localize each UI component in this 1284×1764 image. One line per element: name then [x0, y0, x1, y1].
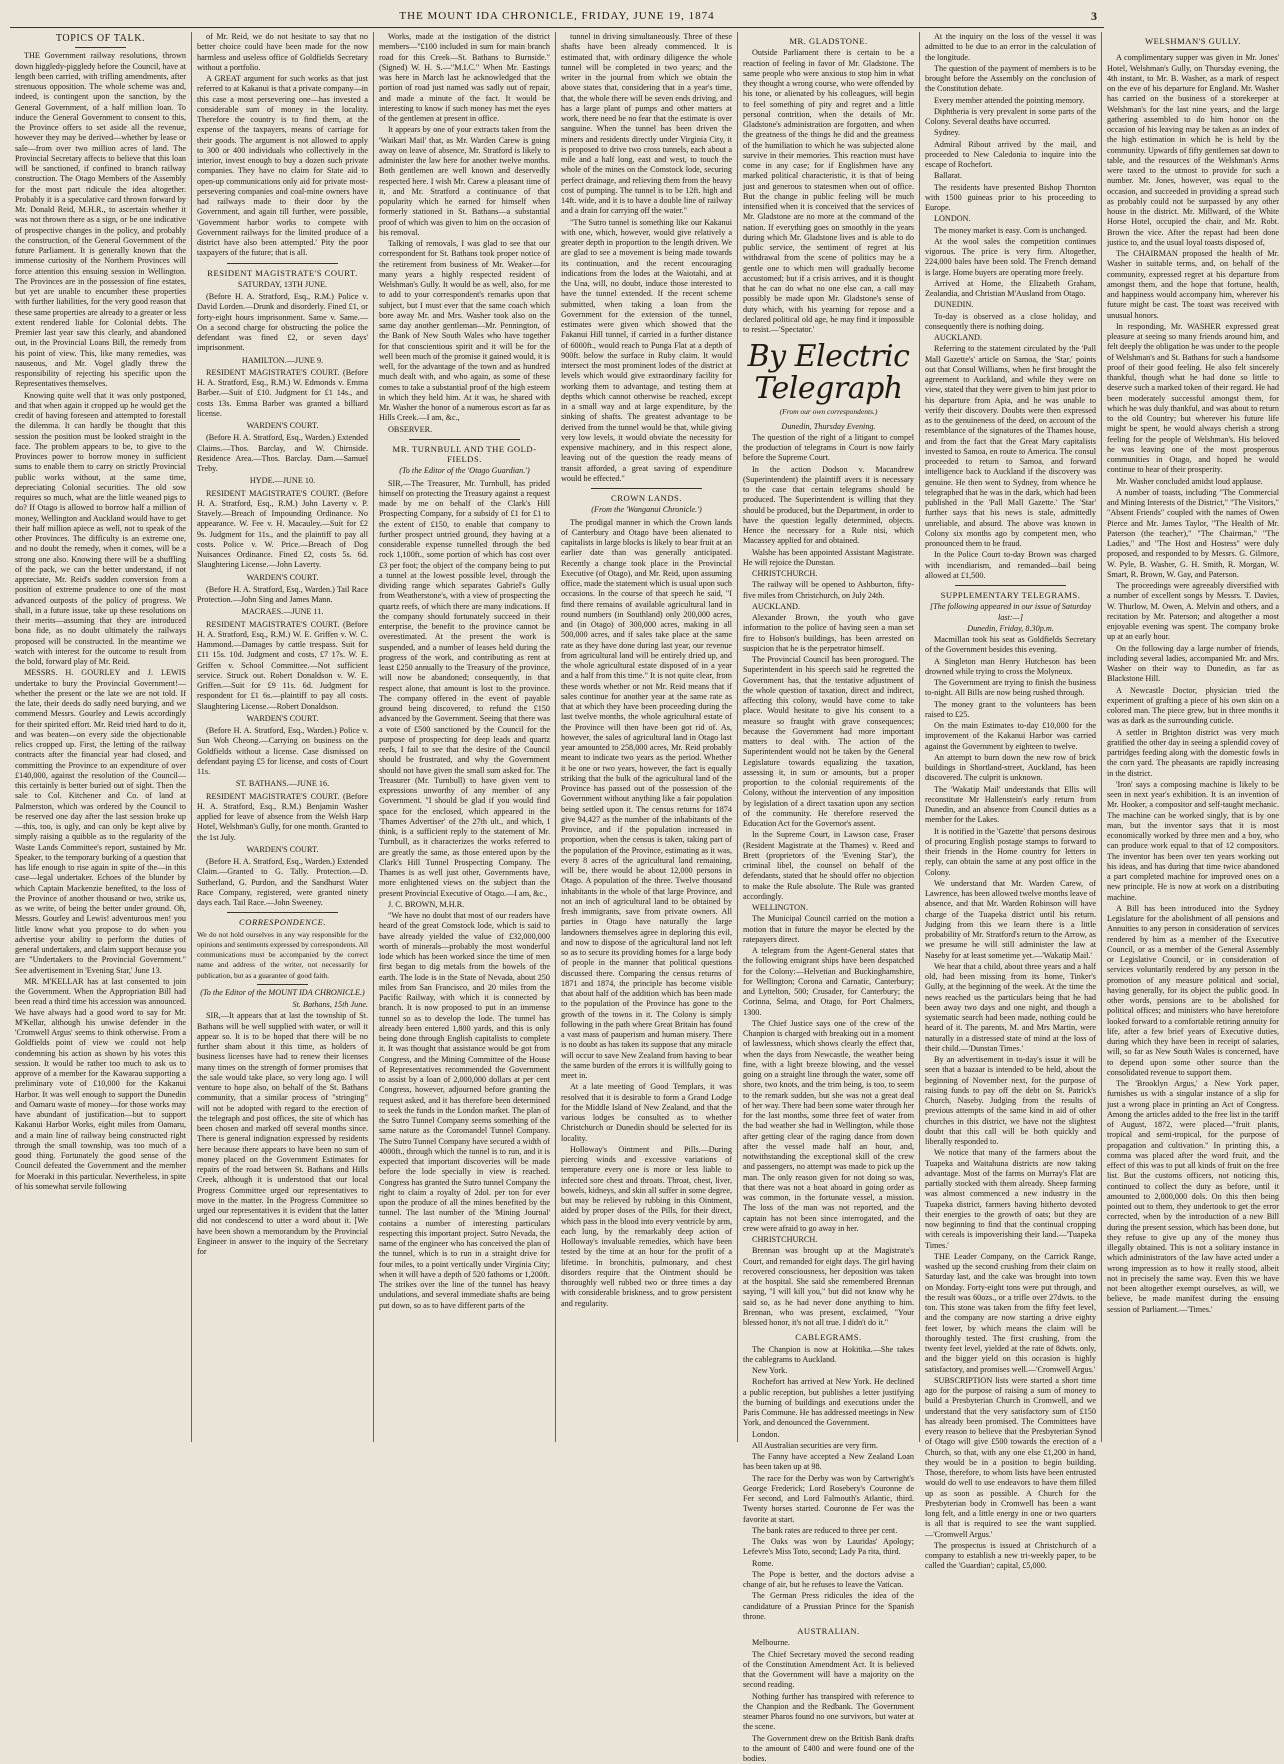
letter-paragraph: Works, made at the instigation of the district members—"£100 included in sum for main branch road for this Creek—St. Bathans to Burnside." (Signed) W. H. S.—"M.I.C." When Mr. Eastings was here in March last he acknowledged that the portion of road just named was sadly out of repair, and made a minute of the fact. It would be interesting to know if such money has met the eyes of the gentlemen at present in office. [379, 32, 550, 124]
topics-body [15, 51, 186, 1192]
telegram-paragraph: On the main Estimates to-day £10,000 for the improvement of the Kakanui Harbor was carried against the Government by eighteen to twelve. [925, 721, 1096, 752]
telegram-paragraph: It is notified in the 'Gazette' that persons desirous of procuring English postage stamps to forward to their friends in the Home country for letters in reply, can obtain the same at any post office in the Colony. [925, 827, 1096, 878]
turnbull-letter [379, 479, 550, 911]
cablegram-paragraph: The Government drew on the British Bank drafts to the amount of £400 and were found one of the bodies. [743, 1734, 914, 1764]
telegraph-body [743, 433, 914, 1329]
telegraph-subhead: (From our own correspondents.) [743, 407, 914, 417]
letter-paragraph: SIR,—The Treasurer, Mr. Turnbull, has prided himself on protecting the Treasury against a request made by me on behalf of the Clark's Hill Prospecting Company, for a subsidy of £1 for £1 to the extent of £150, to enable that company to further prospect untried ground, they having at a considerable expense tunnelled through the bed rock 1,100ft., some portion of which has cost over £3 per foot; the object of the company being to put a tunnel at the lowest possible level, through the dividing range which separates Gabriel's Gully from Weatherstone's, with a view of prospecting the quartz reefs, of which there are many indications. If the company should fortunately succeed in their enterprise, the benefit to the province cannot be overestimated. At the present the work is suspended, and a number of leases held during the progress of the work, and contributing as rent at least £250 annually to the Treasury of the province, will now be abandoned; consequently, in that respect alone, that amount is lost to the province. The company offered in the event of payable ground being discovered, to refund the £150 advanced by the Government. Seeing that there was a vote of £500 sanctioned by the Council for the purpose of prospecting for deep leads and quartz reefs, I fail to see that the desire of the Council should be frustrated, and why the Government should not have given the small sum asked for. The Treasurer (Mr. Turnbull) to have given vent to expressions unworthy of any member of any Government. "I should be glad if you would find space for the enclosed, which appeared in the 'Thames Advertiser' of the 27th ult., and which, I think, is a sufficient reply to the statement of Mr. Turnbull, as it characterizes the works referred to are greatly the same, as those entered upon by the Clark's Hill Tunnel Prospecting Company. The Thames is as well just other, Governments have, more enlightened views on the subject than the present Provincial Executive of Otago.—I am, &c., [379, 479, 550, 899]
telegram-paragraph: Walshe has been appointed Assistant Magistrate. He will rejoice the Dunstan. [743, 548, 914, 569]
extract-continued [561, 32, 732, 484]
telegram-paragraph: Brennan was brought up at the Magistrate's Court, and remanded for eight days. The girl having recovered consciousness, her deposition was taken at the hospital. She said she remembered Brennan saying, "I will kill you," but did not know why he said so, as he had never done anything to him. Brennan, who was present, exclaimed, "Your blessed honor, it's not all true. I didn't do it." [743, 1246, 914, 1328]
divider [257, 984, 308, 985]
telegram-paragraph: SUBSCRIPTION lists were started a short time ago for the purpose of raising a sum of money to build a Presbyterian Church in Cromwell, and we understand that the very satisfactory sum of £150 has already been promised. The Committees have every reason to believe that the Presbyterian Synod of Otago will give £500 towards the erection of a Church, so that, with any one else £1,200 in hand, they would be in a position to begin building. Those, therefore, to whom lists have been entrusted would do well to use endeavors to have them filled up as soon as possible. A Church for the Presbyterian body in Cromwell has been a want long felt, and a little energy in one or two quarters is all that is required to see the want supplied.—'Cromwell Argus.' [925, 1376, 1096, 1540]
telegram-paragraph: LONDON. [925, 214, 1096, 224]
letter-paragraph: J. C. BROWN, M.H.R. [379, 900, 550, 910]
telegram-paragraph: AUCKLAND. [743, 602, 914, 612]
telegraph-dateline: Dunedin, Thursday Evening. [743, 422, 914, 432]
article-paragraph: THE Government railway resolutions, thrown down higgledy-piggledy before the Council, have at length been carried, with trifling amendments, after strenuous opposition. The whole scheme was and, indeed, is contingent upon the sanction, by the General Government, of a half million loan. To induce the General Government to consent to this, the Province offers to set aside all the revenue, however they may be derived—whether by lease or sale—from over two million acres of land. The Provincial Secretary affects to believe that this loan will be sanctioned, if confined to branch railway construction. The Otago Members of the Assembly for the most part ridicule the idea altogether. Probably it is a speculative card thrown forward by Mr. Donald Reid, M.H.R., to ascertain whether it was not thrown there as a sign, or be one indicative of prospective changes in the policy, and probably the construction, of the General Government of the future Parliament. It is generally known that the immense curiosity of the Northern Provinces will force attention this ensuing session in Wellington. The Provinces are in the possession of fine estates, but yet are unable to encumber these properties with further liabilities, for the very good reason that these same properties are already to a greater or less extent rendered liable for Colonial debts. The Premier last year saw this clearly, and abandoned out, in the Provincial Loans Bill, the remedy from his point of view. This, like many remedies, was nauseous, and Mr. Vogel gladly threw the responsibility of rejecting his specific upon the Representatives themselves. [15, 51, 186, 389]
cablegram-paragraph: Melbourne. [743, 1638, 914, 1648]
supplementary-note: [The following appeared in our issue of Saturday last:—] [925, 602, 1096, 623]
article-paragraph: The 'Brooklyn Argus,' a New York paper, furnishes us with a singular instance of a slip for just a wrong place in printing an Act of Congress. Among the articles added to the free list in the tariff of August, 1872, were placed—"fruit plants, tropical and semi-tropical, for the purpose of propagation and cultivation." In printing this, a comma was placed after the word fruit, and the effect of this was to put all kinds of fruit on the free list. But the customs officers, not noticing this, continued to collect the duty as before, until it amounted to 2,000,000 dols. On this then being pointed out to them, they undertook to get the error corrected, when by the introduction of a new Bill during the present session, which has been done, but they refuse to give up any of the money thus illegally obtained. This is not a solitary instance in which administrators of the law have acted under a wrong impression as to how it really stood, albeit not in precisely the same way. Even this we have not been altogether exempt ourselves, as will, we believe, be made manifest during the ensuing session of Parliament.—'Times.' [1107, 1079, 1279, 1315]
column-7 [1102, 32, 1284, 1442]
court-session-body: (Before H. A. Stratford, Esq., Warden.) Police v. Sun Woh Cheong.—Carrying on business on the Goldfields without a license. Case dismissed on defendant paying £5 for license, and costs of Court 11s. [197, 726, 368, 777]
telegram-paragraph: At the inquiry on the loss of the vessel it was admitted to be due to an error in the calculation of the longitude. [925, 32, 1096, 63]
letter-paragraph: SIR,—It appears that at last the township of St. Bathans will be well supplied with water, or will it appear so. It is to be hoped that there will be no further sham about it this time, as holders of business licenses have had to renew their licenses many times on the strength of former promises that the sale would take place, so very long ago. I will venture to hope also, on behalf of the St. Bathans community, that a similar process of "stringing" will not be adopted with regard to the erection of the telegraph and post offices, the site of which has been chosen and marked off several months since. There is general indignation expressed by residents here because there appears to have been no sum of money placed on the Government Estimates for repairs of the road between St. Bathans and Hills Creek, although it is understood that our local Progress Committee urged our representatives to move in the matter. In the Progress Committee so urged our representatives it is evident that the latter did not condescend to utter a word about it. [We have been shown a memorandum by the Provincial Engineer in answer to the inquiry of the Secretary for [197, 1011, 368, 1257]
telegram-paragraph: CHRISTCHURCH. [743, 1235, 914, 1245]
cablegram-paragraph: Nothing further has transpired with reference to the Chanpion and the Redbank. The Government steamer Pharos found no one survivors, but water at the scene. [743, 1692, 914, 1733]
divider [409, 439, 520, 440]
topics-continued [197, 32, 368, 259]
court-session-heading: WARDEN'S COURT. [197, 845, 368, 855]
article-paragraph: Knowing quite well that it was only postponed, and that when again it cropped up he would get the credit of having foreseen and attempted to forestall the dilemma. It can hardly be thought that this session the position must be looked straight in the face. The problem appears to be, to give to the Provinces power to borrow money in sufficient sums to enable them to carry on strictly Provincial public works without, at the same time, depreciating Colonial securities. The old sow requires so much, what are the little weaned pigs to do? If Otago is allowed to borrow half a million of money, Wellington and Auckland would have to get their half million apiece as well, not to speak of the other Provinces. The difficulty is an extreme one, and no doubt the remedy, when it comes, will be a strong one also. Knowing there will be a shuffling of the pack, we can the better understand, if not appreciate, Mr. Reid's sudden conversion from a position of extreme prudence to one of the most advanced outposts of the policy of progress. We shall, in a future issue, take up these resolutions on their merits—assuming that they are introduced bona fide, as no doubt ultimately the railways proposed will be constructed. In the meantime we watch with interest for the outcome to result from the bold, forward play of Mr. Reid. [15, 391, 186, 668]
court-session-body: (Before H. A. Stratford, Esq., R.M.) Police v. David Lorden.—Drunk and disorderly. Fined £1, or forty-eight hours imprisonment. Same v. Same.—On a second charge for obstructing the police the defendant was fined £2, or seven days' imprisonment. [197, 292, 368, 354]
article-paragraph: 'Iron' says a composing machine is likely to be seen in next year's exhibition. It is an invention of Mr. Hooker, a compositor and self-taught mechanic. The machine can be worked singly, that is by one man, but the inventor says that it is most economically worked by three men and a boy, who can produce work equal to that of 12 compositors. The inventor has been over ten years working out his ideas, and has during that time twice abandoned a part completed machine for improved ones on a new principle. He is now at work on a distributing machine. [1107, 780, 1279, 903]
telegram-paragraph: Admiral Ribout arrived by the mail, and proceeded to New Caledonia to inquire into the escape of Rochefort. [925, 140, 1096, 171]
telegram-paragraph: Sydney. [925, 128, 1096, 138]
court-session-body: RESIDENT MAGISTRATE'S COURT. (Before H. A. Stratford, Esq., R.M.) W. E. Griffen v. W. C. Hammond.—Damages by cattle trespass. Suit for £11 15s. 10d. Judgment and costs, £7 17s. W. E. Griffen v. School Committee.—Not sufficient service. Struck out. Robert Donaldson v. W. E. Griffen.—Suit for £9 11s. 6d. Judgment for respondent for £1 6s.—plaintiff to pay all costs. Slaughtering License.—Robert Donaldson. [197, 620, 368, 712]
telegram-paragraph: Referring to the statement circulated by the 'Pall Mall Gazette's' article on Samoa, the 'Star,' points out that Consul Williams, when he first brought the agreement to Auckland, and while they were on view, stated that they were given to him just prior to his departure from Apia, and he was unable to verify their discovery. Doubts were then expressed as to the genuineness of the deed, on account of the resemblance of the signatures of the Thames house, and from the fact that the Great Mary capitalists invested to Samoa, en route to America. The consul proceeded to return to Samoa, and forward intelligence back to Auckland if the discovery was genuine. He then went to Sydney, from whence he telegraphed that he was in the dark, which had been published in the 'Pall Mall Gazette.' The 'Star' further says that his news is stale, admittedly unreliable, and absurd. The above was known in Colony six months ago by competent men, who pronounced them to be fraud. [925, 344, 1096, 549]
article-paragraph: A Newcastle Doctor, physician tried the experiment of grafting a piece of his own skin on a colored man. The piece grew, but in three months it was as dark as the surrounding cuticle. [1107, 686, 1279, 727]
divider [227, 263, 338, 264]
court-session-heading: HYDE.—JUNE 10. [197, 476, 368, 486]
turnbull-heading: MR. TURNBULL AND THE GOLD-FIELDS. [379, 444, 550, 465]
court-session-heading: ST. BATHANS.—JUNE 16. [197, 779, 368, 789]
telegram-paragraph: By an advertisement in to-day's issue it will be seen that a bazaar is intended to be held, about the beginning of November next, for the purpose of raising funds to pay off the debt on St. Patrick's Church, Naseby. Judging from the results of previous attempts of the same kind in aid of other churches in this district, we have not the slightest doubt that this call will be both quickly and liberally responded to. [925, 1055, 1096, 1147]
telegram-paragraph: The railway will be opened to Ashburton, fifty-five miles from Christchurch, on July 24th. [743, 580, 914, 601]
cablegram-paragraph: Rome. [743, 1559, 914, 1569]
divider [227, 912, 338, 913]
telegram-paragraph: The Government are trying to finish the business to-night. All Bills are now being rushed through. [925, 678, 1096, 699]
letter-continued [379, 32, 550, 435]
telegram-paragraph: We notice that many of the farmers about the Tuapeka and Waitahuna districts are now taking advantage. Most of the farms on Murray's Flat are partially stocked with them already. Sheep farming was almost commenced a new industry in the Tuapeka district, farmers having hitherto devoted their energies to the growth of oats; but they are now beginning to find that the continual cropping with cereals is impoverishing their land.—'Tuapeka Times.' [925, 1148, 1096, 1251]
article-paragraph: The proceedings were agreeably diversified with a number of excellent songs by Messrs. T. Davies, W. Thurlow, M. Owen, A. Melvin and others, and a recitation by Mr. Paterson; and altogether a most enjoyable evening was spent. The company broke up at an early hour. [1107, 581, 1279, 643]
article-paragraph: A number of toasts, including "The Commercial and Mining Interests of the District," "The Visitors," "Absent Friends" coupled with the names of Owen Pierce and Mr. James Taylor, "The Health of Mr. Paterson (the teacher)," "The Chairman," "The Ladies," and "The Host and Hostess" were duly proposed, and responded to by Messrs. G. Gilmore, W. Pyle, B. Washer, G. H. Smith, R. Morgan, W. Smart, R. Brown, W. Gay, and Paterson. [1107, 488, 1279, 580]
welshmans-body [1107, 53, 1279, 1315]
column-4 [556, 32, 738, 1442]
article-paragraph: of Mr. Reid, we do not hesitate to say that no better choice could have been made for the now harmless and useless office of Goldfields Secretary without a portfolio. [197, 32, 368, 73]
letter-paragraph: Talking of removals, I was glad to see that our correspondent for St. Bathans took proper notice of the retirement from business of Mr. Weaker—for many years a highly respected resident of Welshman's Gully. It would be as well, also, for me to add to your correspondent's remarks upon that subject, but I must ever that the same coach which bore away Mr. and Mrs. Washer took also on the same day another gentleman—Mr. Pennington, of the Bank of New South Wales who have together for that conscientious spirit and it will be for the well been much of the promise it gained would, it is well, for the advantage of the town and as hundred much dealt with, and who again, as some of these comes to take a substantial proof of the high esteem in which they held him. At it was, he shared with Mr. Washer the honor of a numerous escort as far as Hills Creek.—I am, &c., [379, 239, 550, 424]
cablegram-paragraph: The Pope is better, and the doctors advise a change of air, but he refuses to leave the Vatican. [743, 1570, 914, 1591]
telegraph-continued [925, 32, 1096, 581]
telegram-paragraph: The Municipal Council carried on the motion a motion that in future the mayor be elected by the ratepayers direct. [743, 914, 914, 945]
divider [75, 47, 126, 48]
article-paragraph: MESSRS. H. GOURLEY and J. LEWIS undertake to bury the Provincial Government!—whether the present or the late we are not told. If the late, their deeds do sadly need burying, and we commend Messrs. Gourley and Lewis accordingly for their spirited effort. Mr. Reid tried hard to do it, and was beaten—on every side the objectionable relics cropped up. First, the letting of the railway contracts after the financial year had closed, and committing the Province to an expenditure of over £140,000, against the resolution of the Council—this certainly is better buried out of sight. Then the sale to Col. Kitchener and Co. of land at Palmerston, which was ordered by the Council to be reserved one day after the last session broke up—this, too, is ugly, and can only be kept alive by simply raising a quibble as to the regularity of the Waste Lands Committee's report, sustained by Mr. Speaker, to the temporary burking of a question that has life enough to rise again in spite of the—in this case—legal undertaker. Echoes of the blunder by which Captain Mackenzie benefited, to the loss of the Province of another thousand or two, strike us, as we write, of being the better under ground. Oh, Messrs. Gourley and Lewis! adventurous men! you little know what you propose to do when you advertise your ability to perform the duties of general undertakers, and claim support because you are "Undertakers to the Provincial Government." See advertisement in 'Evening Star,' June 13. [15, 668, 186, 976]
gladstone-heading: MR. GLADSTONE. [743, 36, 914, 46]
telegram-paragraph: Ballarat. [925, 171, 1096, 181]
article-paragraph: MR. M'KELLAR has at last consented to join the Government. When the Appropriation Bill had been read a third time his accession was announced. We have always had a good word to say for Mr. M'Kellar, although his unwise defender in the 'Cromwell Argus' seems to think otherwise. From a Goldfields point of view we could not help condemning his action as shown by his votes this session. It would be rather too much to ask us to approve of a member for the Kawarau supporting a preliminary vote of £10,000 for the Kakanui Harbor. It was well enough to support the Dunedin and Oamaru waste of money—for those works may have abundant of justification—but to support Kakanui Harbor Works, eight miles from Oamaru, and a main line of railway being constructed right through the small township, was too much of a good thing. Fortunately the good sense of the Council defeated the Government and the member for Moeraki in this particular. Nevertheless, in spite of his somewhat servile following [15, 977, 186, 1192]
telegram-paragraph: The 'Wakatip Mail' understands that Ellis will reconstitute Mr Hallenstein's early return from Dunedin, and an absence from Council duties as a member for the Lakes. [925, 785, 1096, 826]
cablegrams-heading: CABLEGRAMS. [743, 1332, 914, 1342]
gladstone-body [743, 48, 914, 335]
column-3 [374, 32, 556, 1442]
telegram-paragraph: AUCKLAND. [925, 333, 1096, 343]
cablegram-paragraph: London. [743, 1430, 914, 1440]
divider [1167, 49, 1219, 50]
telegram-paragraph: Alexander Brown, the youth who gave information to the police of having seen a man set fire to Hobson's buildings, has been arrested on suspicion that he is the perpetrator himself. [743, 613, 914, 654]
extract-paragraph: "The Sutro tunnel is something like our Kakanui with one, which, however, would give relatively a greater depth in proportion to the length driven. We are glad to see a movement is being made towards its continuation, and the recent encouraging indications from the lodes at the Waiotahi, and at the Una, will, no doubt, induce those interested to have the tunnel extended. If the recent scheme submitted, when taking a loan from the Government for the extension of the tunnel, estimates were given which showed that the Fakanui Hill tunnel, if carried in a further distance of 6000ft., would reach to Punga Flat at a depth of 900ft. below the surface in Ruby claim. It would intersect the most prominent lodes of the district at levels which would give extraordinary facility for working them to advantage, and testing them at depths which cannot otherwise be reached, except in a small way and at large expenditure, by the sinking of shafts. The greatest advantage to be derived from the tunnel would be that, while giving very low levels, it would obviate the necessity for expensive machinery, and in this respect alone, leaving out of the question the ready means of transit afforded, a great saving of expenditure would be effected." [561, 218, 732, 485]
column-6 [920, 32, 1102, 1442]
column-5 [738, 32, 920, 1442]
article-paragraph: Holloway's Ointment and Pills.—During piercing winds and excessive variations of temperature every one is more or less liable to infected sore chest and throats. Throat, chest, liver, bowels, kidneys, and skin all suffer in some degree, but may be relieved by rubbing in this Ointment, aided by proper doses of the Pills, for their direct, which pass in the blood into every ventricle by arm, each lung, by the remarkably deep action of Holloway's invaluable remedies, which have been tested by the time at an hour for the profit of a lifetime. In bronchitis, pulmonary, and chest disorders require that the Ointment should be thoroughly well rubbed two or three times a day with considerable briskness, and to grow persistent and regularity. [561, 1145, 732, 1309]
article-paragraph: In responding, Mr. WASHER expressed great pleasure at seeing so many friends around him, and felt deeply the obligation he was under to the people of Welshman's and St. Bathans for such a handsome proof of their good feeling. He also felt sincerely thankful, though what he had done so little to deserve such a marked token of their regard. He had been moderately successful amongst them, for which he was duly thankful, and was about to return to the old Country; but wherever his future life might be spent, he would always cherish a strong feeling for the people of Welshman's. His beloved he was leaving one of the most prosperous communities in Otago, and hoped he would continue to hear of their prosperity. [1107, 322, 1279, 476]
cablegrams-body [743, 1345, 914, 1623]
correspondence-note: We do not hold ourselves in any way responsible for the opinions and sentiments expressed by correspondents. All communications must be accompanied by the correct name and address of the writer, not necessarily for publication, but as a guarantee of good faith. [197, 930, 368, 981]
supplementary-body [925, 635, 1096, 1572]
court-session-body: RESIDENT MAGISTRATE'S COURT. (Before H. A. Stratford, Esq., R.M.) John Laverty v. P. Stavely.—Breach of Impounding Ordinance. No appearance. W. Fee v. H. Macauley.—Suit for £2 9s. Judgment for 11s., and the plaintiff to pay all costs. Police v. W. Price.—Breach of Dog Nuisances Ordinance. Fined £2, costs 5s. 6d. Slaughtering License.—John Laverty. [197, 489, 368, 571]
supplementary-heading: SUPPLEMENTARY TELEGRAMS. [925, 590, 1096, 600]
page-number: 3 [1091, 6, 1098, 26]
article-paragraph: A Bill has been introduced into the Sydney Legislature for the abolishment of all pensions and Annuities to any person in consideration of services rendered by him as a member of the Executive Council, or as a member of the General Assembly or Legislative Council, or in consideration of services voluntarily rendered by any person in the promotion of any measure political and social, having generally, for its object the public good. In other words, pensions are to be abolished for political offices; and ministers who have heretofore looked forward to a comfortable retiring annuity for life, after a few brief years of Executive duties, during which they have been in receipt of salaries, will, so far as New South Wales is concerned, have to depend upon some other source than the consolidated revenue to support them. [1107, 904, 1279, 1078]
letter-body [197, 1011, 368, 1257]
cablegram-paragraph: All Australian securities are very firm. [743, 1441, 914, 1451]
telegram-paragraph: WELLINGTON. [743, 903, 914, 913]
telegram-paragraph: The Chief Justice says one of the crew of the Chanpion is charged with breaking out in a moment of lawlessness, which shows clearly the effect that, when the days from Newcastle, the weather being fine, with a light breeze blowing, and the vessel going on a straight line through the water, some off shore, two knots, and the trim being, is too, to seem to the remark sudden, but she was not a great deal of her way. There had been some water through her for the last months, some three feet of water from the bad weather she had in Wellington, while those after getting clear of the raging dance from down after the vessel made half an hour, and, notwithstanding the exceptional skill of the crew and passengers, no attempt was made to pick up the man. The only reason given for not doing so was, that there was not a boat aboard in going order as was common, in the fortunate vessel, a mission. The loss of the man was not reported, and the captain has not been since interrogated, and the crew were afraid to go away in her. [743, 1019, 914, 1234]
cablegram-paragraph: Rochefort has arrived at New York. He declined a public reception, but publishes a letter justifying the burning of buildings and executions under the Paris Commune. He has addressed meetings in New York, and denounced the Government. [743, 1377, 914, 1428]
telegram-paragraph: The money grant to the volunteers has been raised to £25. [925, 700, 1096, 721]
column-1 [10, 32, 192, 1442]
masthead-title: THE MOUNT IDA CHRONICLE, FRIDAY, JUNE 19, 1874 [399, 10, 714, 22]
letter-dateline: St. Bathans, 15th June. [197, 1000, 368, 1010]
columns [10, 32, 1104, 1442]
court-heading: RESIDENT MAGISTRATE'S COURT. [197, 268, 368, 278]
cablegram-paragraph: The race for the Derby was won by Cartwright's George Frederick; Lord Rosebery's Couronne de Fer second, and Lord Falmouth's Atlantic, third. Twenty horses started. Couronne de Fer was the favorite at start. [743, 1474, 914, 1525]
cablegram-paragraph: The Chanpion is now at Hokitika.—She takes the cablegrams to Auckland. [743, 1345, 914, 1366]
cablegram-paragraph: New York. [743, 1366, 914, 1376]
telegram-paragraph: The prospectus is issued at Christchurch of a company to establish a new tri-weekly paper, to be called the 'Guardian'; capital, £5,000. [925, 1541, 1096, 1572]
australian-heading: AUSTRALIAN. [743, 1626, 914, 1636]
masthead [10, 6, 1104, 28]
divider [955, 585, 1066, 586]
letter-addressee: (To the Editor of the MOUNT IDA CHRONICLE.) [197, 988, 368, 998]
letter-paragraph: It appears by one of your extracts taken from the 'Waikari Mail' that, as Mr. Warden Carew is going away on leave of absence, Mr. Stratford is likely to administer the law here for another twelve months. Both gentlemen are well known and deservedly respected here. I wish Mr. Carew a pleasant time of it, and Mr. Stratford a continuance of that popularity which he earned for himself when formerly stationed in St. Bathans—a substantial proof of which was given to him on the occasion of his removal. [379, 125, 550, 238]
telegram-paragraph: We hear that a child, about three years and a half old, had been missing from its home, Tinker's Gully, at the beginning of the week. At the time the news reached us the particulars being that he had been away two days and one night, and though a systematic search had been made, nothing could be heard of it. The parents, M. and Mrs Martin, were naturally in a distressed state of mind at the loss of their child.—'Dunstan Times.' [925, 962, 1096, 1054]
telegram-paragraph: Diphtheria is very prevalent in some parts of the Colony. Several deaths have occurred. [925, 107, 1096, 128]
telegram-paragraph: THE Leader Company, on the Carrick Range, washed up the second crushing from their claim on Saturday last, and the cake was brought into town on Monday. Forty-eight tons were put through, and the result was 60ozs., or a trifle over 27dwts. to the ton. This stone was taken from the fifty feet level, and the company are now starting a drive eighty feet lower, by which means the claim will be thoroughly tested. The first crushing, from the twenty feet level, yielded at the rate of 8dwts. only, and the bigger yield on this occasion is highly satisfactory, and promises well.—'Cromwell Argus.' [925, 1252, 1096, 1375]
extract-paragraph: tunnel in driving simultaneously. Three of these shafts have been already commenced. It is estimated that, with ordinary diligence the whole tunnel will be completed in two years; and the writer in the journal from which we obtain the above states that, considering that in a year's time, that, the whole there will be seven ends driving, and has a large plant of pumps and other matters at work, there need be no fear that the estimate is over sanguine. When the tunnel has been driven the miners and residents directly under Virginia City, it is proposed to drive two cross tunnels, each about a mile and a half long, east and west, to touch the whole of the mines on the Comstock lode, securing perfect drainage, and relieving them from the heavy cost of pumping. The tunnel is to be 12ft. high and 14ft. wide, and it is to have a double line of railway and a drain for carrying off the water." [561, 32, 732, 217]
telegram-paragraph: The money market is easy. Corn is unchanged. [925, 226, 1096, 236]
telegram-paragraph: Every member attended the pointing memory. [925, 96, 1096, 106]
cablegram-paragraph: The Oaks was won by Lauridas' Apology; Lefevre's Miss Toto, second; Lady Pa rita, third. [743, 1537, 914, 1558]
article-paragraph: A settler in Brighton district was very much gratified the other day in seeing a splendid covey of partridges feeding along with the domestic fowls in the corn yard. The pheasants are rapidly increasing in the district. [1107, 728, 1279, 779]
article-paragraph: Mr. Washer concluded amidst loud applause. [1107, 477, 1279, 487]
court-session-heading: MACRAES.—JUNE 11. [197, 607, 368, 617]
telegram-paragraph: The Provincial Council has been prorogued. The Superintendent in his speech said he regretted the Government has, that the tentative adjustment of the whole question of taxation, direct and indirect, affecting this colony, would have come to take place. Would hesitate to give his consent to a measure so fraught with grave consequences; because the Government had more important matters to deal with. The action of the Superintendent would not be taken by the General Legislature towards equalizing the taxation, assessing it, in sum or amounts, but a proper proportion to the colonial requirements of the Colony, without the intervention of any imposition by legislation of a direct taxation upon any section of the community. He therefore reserved the Education Act for the Governor's assent. [743, 655, 914, 829]
cablegram-paragraph: The Fanny have accepted a New Zealand Loan has been taken up at 98. [743, 1452, 914, 1473]
telegram-paragraph: Arrived at Home, the Elizabeth Graham, Zealandia, and Christian M'Ausland from Otago. [925, 279, 1096, 300]
sutro-extract [379, 911, 550, 1311]
court-session-heading: WARDEN'S COURT. [197, 714, 368, 724]
court-session-body: (Before H. A. Stratford, Esq., Warden.) Extended Claims.—Thos. Barclay, and W. Chirnside. Residence Area.—Thos. Barclay. Dam.—Samuel Treby. [197, 433, 368, 474]
cablegram-paragraph: The German Press ridicules the idea of the candidature of a Prussian Prince for the Spanish throne. [743, 1591, 914, 1622]
court-session-heading: HAMILTON.—JUNE 9. [197, 356, 368, 366]
welshmans-heading: WELSHMAN'S GULLY. [1107, 36, 1279, 46]
letter-paragraph: OBSERVER. [379, 425, 550, 435]
telegraph-banner: By Electric Telegraph [743, 341, 914, 405]
article-paragraph: A GREAT argument for such works as that just referred to at Kakanui is that a private company—in this case a most persevering one—has invested a considerable sum of money in the locality. Therefore the country is to find them, at the expense of the taxpayers, means of carriage for their goods. The argument is not allowed to apply to 300 or 400 individuals who collectively in the interior, invest enough to buy a dozen such private companies. They have no claim for State aid to open-up communications only aid for private most-persevering companies and coal-mine owners have had railways made to their door by the Government, and again till further, were possible, 'Government harbor works to compete with Government railways for the limited produce of a district have also been attempted.' Pity the poor taxpayers of the future; that is all. [197, 74, 368, 259]
article-paragraph: At a late meeting of Good Templars, it was resolved that it is desirable to form a Grand Lodge for the Middle Island of New Zealand, and that the various lodges be consulted as to whether Christchurch or Dunedin should be selected for its locality. [561, 1082, 732, 1144]
court-reports [197, 280, 368, 909]
crown-lands-body [561, 518, 732, 1309]
telegram-paragraph: The residents have presented Bishop Thornton with 1500 guineas prior to his proceeding to Europe. [925, 183, 1096, 214]
crown-lands-source: (From the 'Wanganui Chronicle.') [561, 505, 732, 515]
telegram-paragraph: We understand that Mr. Warden Carew, of Lawrence, has been allowed twelve months leave of absence, and that Mr. Warden Robinson will have charge of the Tuapeka district until his return. Judging from this we learn there is a little probability of Mr. Stratford's return to the Arrow, as we presume he will still administer the law at Naseby for at least sometime yet.—'Wakatip Mail.' [925, 879, 1096, 961]
court-session-heading: SATURDAY, 13TH JUNE. [197, 280, 368, 290]
court-session-body: (Before H. A. Stratford, Esq., Warden.) Extended Claim.—Granted to G. Tally. Protection.—D. Sutherland, G. Purdon, and the Sandhurst Water Race Company, registered, were granted ninety days each. Tail Race.—John Sweeney. [197, 857, 368, 908]
article-paragraph: A complimentary supper was given in Mr. Jones' Hotel, Welshman's Gully, on Thursday evening, the 4th instant, to Mr. B. Washer, as a mark of respect on the eve of his departure for England. Mr. Washer has carried on the business of a storekeeper at Welshman's for the last nine years, and the large gathering assembled to do him honor on the occasion of his leaving may be taken as an index of the high estimation in which he is held by the community. Upwards of fifty gentlemen sat down to table, and the resources of the Welshman's Arms were taxed to the utmost to provide for such a number. Mr. Jones, however, was equal to the occasion, and succeeded in providing a spread such as probably could not be surpassed by any other house in the district. Mr. Millward, of the White Horse Hotel, occupied the chair, and Mr. Robt. Brown the vice. After the repast had been done justice to, and the usual loyal toasts disposed of, [1107, 53, 1279, 248]
cablegram-paragraph: The Chief Secretary moved the second reading of the Constitution Amendment Act. It is believed that the Government will have a majority on the second reading. [743, 1650, 914, 1691]
telegram-paragraph: An attempt to burn down the new row of brick buildings in Shortland-street, Auckland, has been discovered. The culprit is unknown. [925, 753, 1096, 784]
telegram-paragraph: CHRISTCHURCH. [743, 569, 914, 579]
court-session-heading: WARDEN'S COURT. [197, 573, 368, 583]
crown-lands-heading: CROWN LANDS. [561, 493, 732, 503]
telegram-paragraph: A telegram from the Agent-General states that the following emigrant ships have been despatched for the Colony:—Helvetian and Buckinghamshire, for Wellington; Corona and Carnatic, Canterbury; and Lyttelton, 500; Crusader, for Canterbury; the Corinna, Selma, and Otago, for Port Chalmers, 1300. [743, 946, 914, 1018]
court-session-body: (Before H. A. Stratford, Esq., Warden.) Tail Race Protection.—John Sing and James Mann. [197, 585, 368, 606]
telegram-paragraph: Macmillan took his seat as Goldfields Secretary of the Government besides this evening. [925, 635, 1096, 656]
telegram-paragraph: To-day is observed as a close holiday, and consequently there is nothing doing. [925, 312, 1096, 333]
column-2 [192, 32, 374, 1442]
article-paragraph: Outside Parliament there is certain to be a reaction of feeling in favor of Mr. Gladstone. The same people who were anxious to stop him in what they thought a wrong course, who were offended by his tone, or alienated by his colleagues, will begin to feel something of pity and regret and a little personal contrition, when the details of Mr. Gladstone's administration are forgotten, and when the greatness of the things he did and the greatness of the humiliation to which he was subjected alone survive in their memories. This reaction must have come in any case; for if Englishmen have any marked political characteristic, it is that of being just and generous to statesmen when out of office. But the change in public feeling will be much intensified when it is conceived that the services of Mr. Gladstone are no more at the command of the nation. If everything goes on smoothly in the years during which Mr. Gladstone lives and is able to do public service, the sentiment of regret at his withdrawal from the scene of politics may be a gentle one to which men will gradually become accustomed; but if a crisis arrives, and it is thought that he can do what no one else can, a call may possibly be made upon Mr. Gladstone's sense of duty which, with his yearning for repose and a declared political old age, he may find it impossible to resist.—'Spectator.' [743, 48, 914, 335]
telegram-paragraph: At the wool sales the competition continues vigorous. The price is very firm. Altogether, 224,000 bales have been sold. The French demand is large. Home buyers are operating more freely. [925, 237, 1096, 278]
letter-addressee: (To the Editor of the 'Otago Guardian.') [379, 466, 550, 476]
telegram-paragraph: In the Police Court to-day Brown was charged with incendiarism, and remanded—bail being allowed at £1,500. [925, 550, 1096, 581]
correspondence-heading: CORRESPONDENCE. [197, 917, 368, 927]
topics-heading: TOPICS OF TALK. [15, 34, 186, 44]
australian-body [743, 1638, 914, 1764]
article-paragraph: On the following day a large number of friends, including several ladies, accompanied Mr. and Mrs. Washer on their way to Dunedin, as far as Blackstone Hill. [1107, 644, 1279, 685]
court-session-body: RESIDENT MAGISTRATE'S COURT. (Before H. A. Stratford, Esq., R.M.) W. Edmonds v. Emma Barber.—Suit of £10. Judgment for £1 14s., and costs 13s. Emma Barber was granted a billiard license. [197, 368, 368, 419]
cablegram-paragraph: The bank rates are reduced to three per cent. [743, 1526, 914, 1536]
divider [591, 488, 702, 489]
court-session-body: RESIDENT MAGISTRATE'S COURT. (Before H. A. Stratford, Esq., R.M.) Benjamin Washer applied for leave of absence from the Welsh Harp Hotel, Welshman's Gully, for one month. Granted to the 1st July. [197, 792, 368, 843]
telegram-paragraph: The question of the payment of members is to be brought before the Assembly on the conclusion of the Constitution debate. [925, 64, 1096, 95]
extract-paragraph: "We have no doubt that most of our readers have heard of the great Comstock lode, which is said to have already yielded the value of £32,000,000 worth of minerals—probably the most wonderful lode which has been worked since the time of men first began to dig metals from the bowels of the earth. The lode is in the State of Nevada, about 250 miles from San Francisco, and 20 miles from the Pacific Railway, with which it is connected by branch. It is now proposed to put in an immense tunnel so as to develop the lode. The tunnel has already been entered 1,800 yards, and this is only being done through English capitalists to complete it. It was thought that assistance would be got from Congress, and the Mining Committee of the House of Representatives recommended the Government to assist by a loan of 2,000,000 dollars at per cent Congress, however, adjourned before granting the request asked, and it has therefore been determined to seek the funds in the London market. The plan of the Sutro Tunnel Company seems something of the same nature as the Coromandel Tunnel Company. The Sutro Tunnel Company have secured a width of 4000ft., through which the tunnel is to run, and it is expected that important discoveries will be made before the lode specially in view is reached. Congress has granted the Sutro tunnel Company the right to claim a royalty of 2dol. per ton for ever upon the produce of all the mines benefited by the tunnel. The last number of the 'Mining Journal' contains a number of interesting particulars respecting this important project. Sutro Nevada, the name of the engineer who has conceived the plan of the tunnel, which is to run in a straight drive for four miles, to a point vertically under Virginia City; when it will have a depth of 520 fathoms or 1,200ft. The strikes over the line of the tunnel has heavy undulations, and several immediate shafts are being put down, so as to have different parts of the [379, 911, 550, 1311]
telegram-paragraph: In the action Dodson v. Macandrew (Superintendent) the plaintiff avers it is necessary to the case that certain telegrams should be produced. The Superintendent is willing that they should be produced, but the Department, in order to have the question legally determined, objects. Hence the necessary for a Rule nisi, which Macassey applied for and obtained. [743, 465, 914, 547]
telegram-paragraph: DUNEDIN. [925, 300, 1096, 310]
court-session-heading: WARDEN'S COURT. [197, 421, 368, 431]
article-paragraph: The prodigal manner in which the Crown lands of Canterbury and Otago have been alienated to capitalists in large blocks is likely to bear fruit at an earlier date than was generally anticipated. Recently a change took place in the Provincial Executive (of Otago), and Mr. Reid, upon assuming office, made the statement which is usual upon such occasions. In the course of that speech he said, "I find there remains of available agricultural land in round numbers (in Southland) only 200,000 acres, and (in Otago) of 300,000 acres, making in all 500,000 acres, and if sales take place at the same rate as they have done during last year, our revenue from agricultural land will be entirely dried up, and the whole agricultural estate disposed of in a year and a half from this time." It is not quite clear, from these words whether or not Mr. Reid means that if sales continue for another year at the same rate as that at which they have been proceeding during the last twelve months, the whole agricultural estate of the Province will then have been got rid of. As, however, the sales of agricultural land in Otago last year amounted to 258,000 acres, Mr. Reid probably meant to indicate two years as the period. Whether it be one or two years, however, the fact is equally striking that the bulk of the agricultural land of the Province has passed out of the possession of the Government without anything like a fair population being settled upon it. The census returns for 1874 give 94,427 as the number of the inhabitants of the Province, and if the population increased in proportion, when the census is taken, taking part of the population of the Province, estimating as it was, every 8 acres of the agricultural land remaining, will be, there would be about 12,000 persons in Otago. A population of the three. Twelve thousand inhabitants in the whole of that large Province, and not an inch of agricultural land to be obtained by fresh immigrants, save from private owners. All parties in Otago have naturally the large landowners themselves agree in deploring this evil, and now to dispose of the agricultural land not left so as to secure its providing homes for a large body of people in the manner that political questions discussed there. Comparing the census returns of 1871 and 1874, the principle has become visible that about half of the addition which has been made to the population of the Province has gone to the growth of the towns in it. The Colony is simply following in the path where Great Britain has found a vast mass of pauperism and human misery. There is no doubt as has taken its suppose that any miracle will occur to save New Zealand from having to bear the same burden of the errors it is willfully going to meet in. [561, 518, 732, 1082]
telegram-paragraph: The question of the right of a litigant to compel the production of telegrams in Court is now fairly before the Supreme Court. [743, 433, 914, 464]
article-paragraph: The CHAIRMAN proposed the health of Mr. Washer in suitable terms, and, on behalf of the community, expressed regret at his departure from amongst them, and the hope that fortune, health, and happiness would accompany him, wherever his future might be cast. The toast was received with unusual honors. [1107, 249, 1279, 321]
supplementary-dateline: Dunedin, Friday, 8.30p.m. [925, 624, 1096, 634]
telegram-paragraph: In the Supreme Court, in Lawson case, Fraser (Resident Magistrate at the Thames) v. Reed and Brett (proprietors of the 'Evening Star'), the criminal libel, the counsel on behalf of the defendants, stated that he should offer no objection to make the Rule absolute. The Rule was granted accordingly. [743, 830, 914, 902]
telegram-paragraph: A Singleton man Henry Hutcheson has been drowned while trying to cross the Molyneux. [925, 657, 1096, 678]
